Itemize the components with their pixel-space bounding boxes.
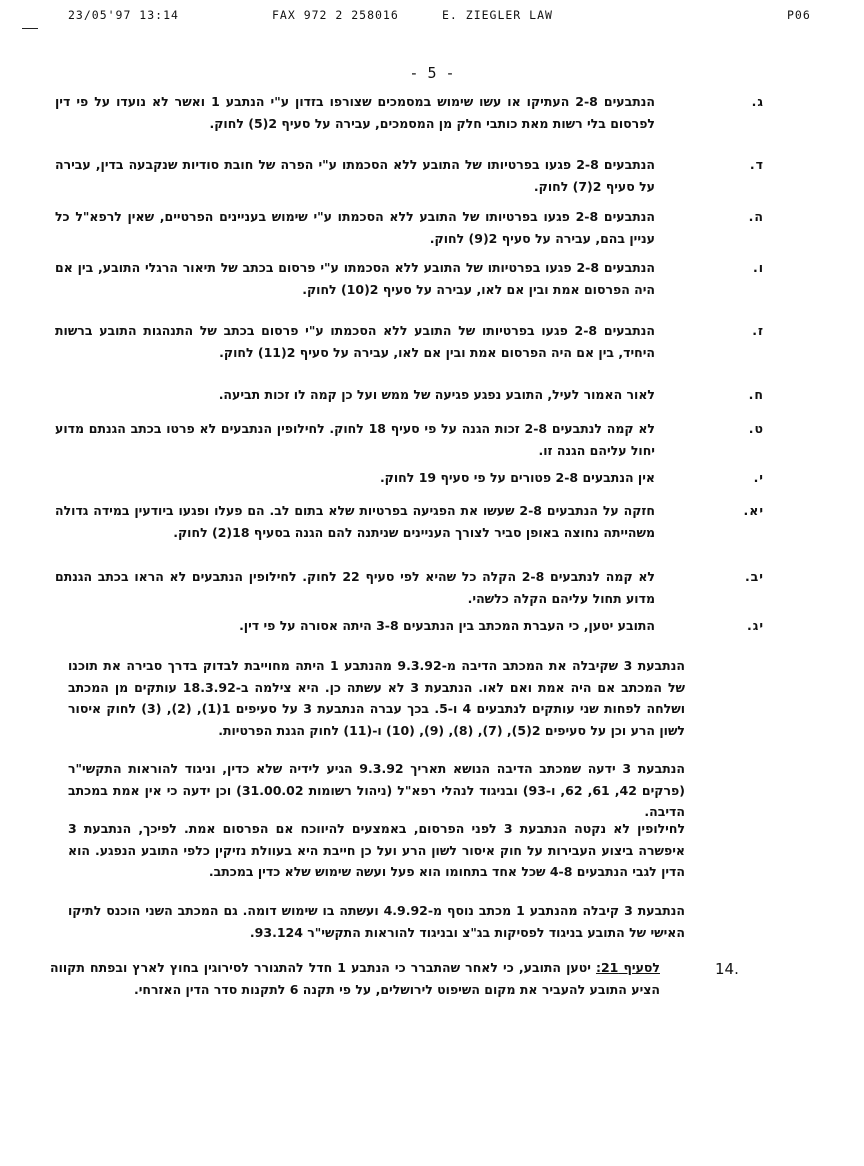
section-number: 14. xyxy=(715,960,739,978)
clause-text: התובע יטען, כי העברת המכתב בין הנתבעים 3-8 היתה אסורה על פי דין. xyxy=(239,618,655,633)
clause-text: הנתבעים 2-8 פגעו בפרטיותו של התובע ללא הסכמתו ע"י פרסום בכתב של התנהגות התובע ברשות היחיד, בין אם היה הפרסום אמת ובין אם לאו, עבירה על סעיף 2(11) לחוק. xyxy=(55,323,655,360)
clause-letter: יב. xyxy=(744,569,764,584)
clause-he xyxy=(55,206,864,249)
clause-letter: ו. xyxy=(752,260,764,275)
fax-page-code: P06 xyxy=(787,8,811,22)
fax-header xyxy=(0,8,864,28)
section-body: יטען התובע, כי לאחר שהתברר כי הנתבע 1 חדל להתגורר לסירוגין בחוץ לארץ ובפתח תקווה הציע התובע להעביר את מקום השיפוט לירושלים, על פי תקנה 6 לתקנות סדר הדין האזרחי. xyxy=(50,960,660,997)
section-text xyxy=(50,957,660,1000)
section-14 xyxy=(50,957,850,1000)
fax-datetime: 23/05'97 13:14 xyxy=(68,8,179,22)
clause-text: הנתבעים 2-8 העתיקו או עשו שימוש במסמכים שצורפו בזדון ע"י הנתבע 1 ואשר לא נועדו על פי דין לפרסום בלי רשות מאת כותבי חלק מן המסמכים, עבירה על סעיף 2(5) לחוק. xyxy=(55,94,656,131)
clause-text: הנתבעים 2-8 פגעו בפרטיותו של התובע ללא הסכמתו ע"י הפרה של חובת סודיות שנקבעה בדין, עבירה על סעיף 2(7) לחוק. xyxy=(55,157,655,194)
clause-yod xyxy=(55,467,864,489)
paragraph-defendant3-copy: הנתבעת 3 שקיבלה את המכתב הדיבה מ-9.3.92 מהנתבע 1 היתה מחוייבת לבדוק בדרך סבירה את תוכנו של המכתב אם היה אמת ואם לאו. הנתבעת 3 לא עשתה כן. היא צילמה ב-18.3.92 עותקים מן המכתב ושלחה לפחות שני עותקים לנתבעים 4 ו-5. בכך עברה הנתבעת 3 על סעיפים 1(1), (2), (3) לחוק איסור לשון הרע וכן על סעיפים 2(5), (7), (8), (9), (10) ו-(11) לחוק הגנת הפרטיות. xyxy=(68,658,686,738)
clause-yod-alef xyxy=(55,500,864,543)
clause-text: לאור האמור לעיל, התובע נפגע פגיעה של ממש ועל כן קמה לו זכות תביעה. xyxy=(218,387,655,402)
clause-letter: י. xyxy=(753,470,764,485)
clause-letter: יא. xyxy=(743,503,764,518)
clause-yod-bet xyxy=(55,566,864,609)
clause-yod-gimel xyxy=(55,615,864,637)
section-lead: לסעיף 21: xyxy=(595,960,660,975)
clause-text: אין הנתבעים 2-8 פטורים על פי סעיף 19 לחוק. xyxy=(379,470,655,485)
clause-letter: ח. xyxy=(748,387,764,402)
clause-dalet xyxy=(55,154,864,197)
header-rule xyxy=(22,28,38,29)
clause-letter: יג. xyxy=(746,618,764,633)
clause-letter: ז. xyxy=(752,323,764,338)
clause-text: הנתבעים 2-8 פגעו בפרטיותו של התובע ללא הסכמתו ע"י שימוש בעניינים הפרטיים, שאין לרפא"ל כל עניין בהם, עבירה על סעיף 2(9) לחוק. xyxy=(55,209,656,246)
paragraph-defendant3-knowledge: הנתבעת 3 ידעה שמכתב הדיבה הנושא תאריך 9.3.92 הגיע לידיה שלא כדין, וניגוד להוראות התקשי"ר (פרקים 42, 61, 62, ו-93) ובניגוד לנהלי רפא"ל (ניהול רשומות 31.00.02) וכן ידעה כי אין אמת במכתב הדיבה. xyxy=(68,761,685,819)
clause-letter: ד. xyxy=(749,157,764,172)
paragraph-second-letter: הנתבעת 3 קיבלה מהנתבע 1 מכתב נוסף מ-4.9.92 ועשתה בו שימוש דומה. גם המכתב השני הוכנס לתיקו האישי של התובע בניגוד לפסיקות בג"צ ובניגוד להוראות התקשי"ר 93.124. xyxy=(68,903,685,940)
clause-het xyxy=(55,384,864,406)
clause-text: לא קמה לנתבעים 2-8 זכות הגנה על פי סעיף 18 לחוק. לחילופין הנתבעים לא פרטו בכתב הגנתם מדוע יחול עליהם הגנה זו. xyxy=(55,421,655,458)
clause-text: חזקה על הנתבעים 2-8 שעשו את הפגיעה בפרטיות שלא בתום לב. הם פעלו ופגעו ביודעין במידה גדולה משהייתה נחוצה באופן סביר לצורך העניינים שניתנה להם הגנה בסעיף 18(2) לחוק. xyxy=(55,503,655,540)
clause-letter: ג. xyxy=(751,94,764,109)
clause-vav xyxy=(55,257,864,300)
clause-gimel xyxy=(55,91,864,134)
clause-letter: ה. xyxy=(748,209,764,224)
page-number: - 5 - xyxy=(409,64,455,82)
clause-text: הנתבעים 2-8 פגעו בפרטיותו של התובע ללא הסכמתו ע"י פרסום בכתב של תיאור הרגלי התובע, בין אם היה הפרסום אמת ובין אם לאו, עבירה על סעיף 2(10) לחוק. xyxy=(55,260,655,297)
clause-tet xyxy=(55,418,864,461)
paragraph-alternatively: לחילופין לא נקטה הנתבעת 3 לפני הפרסום, באמצעים להיווכח אם הפרסום אמת. לפיכך, הנתבעת 3 איפשרה ביצוע העבירות על חוק איסור לשון הרע ועל כן חייבת היא בעוולת נזיקין כלפי התובע הנפגע. הוא הדין לגבי הנתבעים 4-8 שכל אחד בתחומו הוא פעל ועשה שימוש שלא כדין במכתב. xyxy=(68,821,686,879)
clause-letter: ט. xyxy=(748,421,764,436)
clause-zayin xyxy=(55,320,864,363)
fax-sender-firm: E. ZIEGLER LAW xyxy=(442,8,553,22)
fax-number: FAX 972 2 258016 xyxy=(272,8,399,22)
clause-text: לא קמה לנתבעים 2-8 הקלה כל שהיא לפי סעיף 22 לחוק. לחילופין הנתבעים לא הראו בכתב הגנתם מדוע תחול עליהם הקלה כלשהי. xyxy=(55,569,655,606)
